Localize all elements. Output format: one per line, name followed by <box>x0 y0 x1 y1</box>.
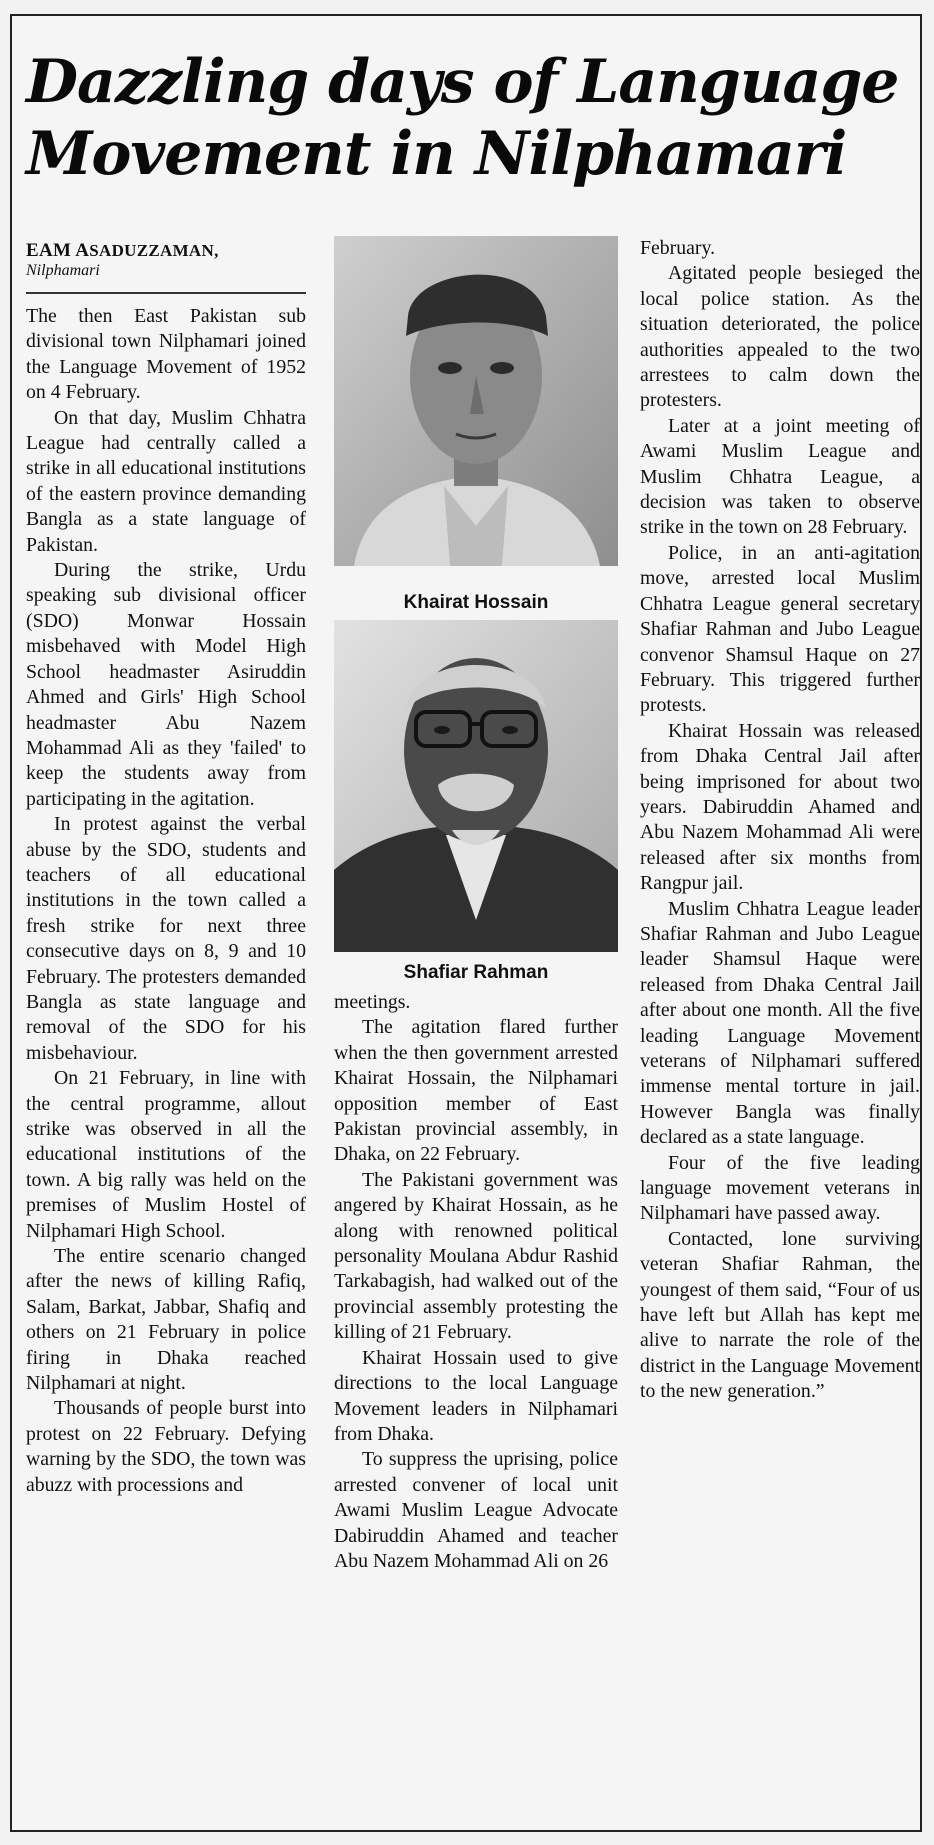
paragraph: In protest against the verbal abuse by the SDO, students and teachers of all educational institutions in the town called a fresh strike for next three consecutive days on 8, 9 and 10 February. The protesters demanded Bangla as state language and removal of the SDO for his misbehaviour. <box>26 813 306 1064</box>
paragraph: To suppress the uprising, police arrested convener of local unit Awami Muslim League Advocate Dabiruddin Ahamed and teacher Abu Nazem Mohammad Ali on 26 <box>334 1448 618 1572</box>
paragraph: Muslim Chhatra League leader Shafiar Rahman and Jubo League leader Shamsul Haque were released from Dhaka Central Jail after about one month. All the five leading Language Movement veterans of Nilphamari suffered immense mental torture in jail. However Bangla was finally declared as a state language. <box>640 897 920 1149</box>
photo-shafiar-rahman <box>334 620 618 952</box>
article-column-3 <box>640 236 920 1405</box>
paragraph: The then East Pakistan sub divisional town Nilphamari joined the Language Movement of 1952 on 4 February. <box>26 305 306 404</box>
byline <box>26 240 306 280</box>
paragraph: Police, in an anti-agitation move, arrested local Muslim Chhatra League general secretary Shafiar Rahman and Jubo League convenor Shamsul Haque on 27 February. This triggered further protests. <box>640 541 920 717</box>
paragraph: The Pakistani government was angered by Khairat Hossain, as he along with renowned political personality Moulana Abdur Rashid Tarkabagish, had walked out of the provincial assembly protesting the killing of 21 February. <box>334 1168 618 1344</box>
author-initials: EAM A <box>26 240 90 261</box>
byline-place: Nilphamari <box>26 262 100 279</box>
paragraph: Thousands of people burst into protest on 22 February. Defying warning by the SDO, the town was abuzz with processions and <box>26 1397 306 1496</box>
paragraph: February. <box>640 237 716 259</box>
article-column-2 <box>334 990 618 1574</box>
photo-caption: Khairat Hossain <box>403 592 549 613</box>
paragraph: Agitated people besieged the local police station. As the situation deteriorated, the police authorities appealed to the two arrestees to calm down the protesters. <box>640 262 920 412</box>
portrait-man-glasses-icon <box>334 620 618 952</box>
photo-caption: Shafiar Rahman <box>403 962 549 983</box>
paragraph: The entire scenario changed after the news of killing Rafiq, Salam, Barkat, Jabbar, Shafiq and others on 21 February in police firing in Dhaka reached Nilphamari at night. <box>26 1245 306 1395</box>
portrait-man-cap-icon <box>334 236 618 566</box>
author-surname: SADUZZAMAN, <box>89 241 219 260</box>
byline-divider <box>26 292 306 294</box>
paragraph: Later at a joint meeting of Awami Muslim League and Muslim Chhatra League, a decision was taken to observe strike in the town on 28 February. <box>640 414 920 539</box>
headline-line-2: Movement in Nilphamari <box>26 119 847 189</box>
paragraph: Contacted, lone surviving veteran Shafiar Rahman, the youngest of them said, “Four of us have left but Allah has kept me alive to narrate the role of the district in the Language Movement to the new generation.” <box>640 1227 920 1403</box>
article-column-1 <box>26 304 306 1498</box>
photo-khairat-hossain <box>334 236 618 566</box>
newspaper-clipping <box>10 14 922 1832</box>
paragraph: Khairat Hossain was released from Dhaka Central Jail after being imprisoned for about two years. Dabiruddin Ahamed and Abu Nazem Mohammad Ali were released after six months from Rangpur jail. <box>640 719 920 895</box>
paragraph: On 21 February, in line with the central programme, allout strike was observed in all the educational institutions of the town. A big rally was held on the premises of Muslim Hostel of Nilphamari High School. <box>26 1067 306 1242</box>
headline-line-1: Dazzling days of Language <box>26 47 899 117</box>
paragraph: Khairat Hossain used to give directions to the local Language Movement leaders in Nilphamari from Dhaka. <box>334 1346 618 1445</box>
byline-author <box>26 240 306 262</box>
paragraph: During the strike, Urdu speaking sub divisional officer (SDO) Monwar Hossain misbehaved with Model High School headmaster Asiruddin Ahmed and Girls' High School headmaster Abu Nazem Mohammad Ali as they 'failed' to keep the students away from participating in the agitation. <box>26 559 306 810</box>
paragraph: On that day, Muslim Chhatra League had centrally called a strike in all educational institutions of the eastern province demanding Bangla as a state language of Pakistan. <box>26 406 306 556</box>
headline <box>26 46 916 190</box>
paragraph: meetings. <box>334 991 411 1013</box>
paragraph: Four of the five leading language movement veterans in Nilphamari have passed away. <box>640 1151 920 1225</box>
paragraph: The agitation flared further when the then government arrested Khairat Hossain, the Nilphamari opposition member of East Pakistan provincial assembly, in Dhaka, on 22 February. <box>334 1016 618 1166</box>
